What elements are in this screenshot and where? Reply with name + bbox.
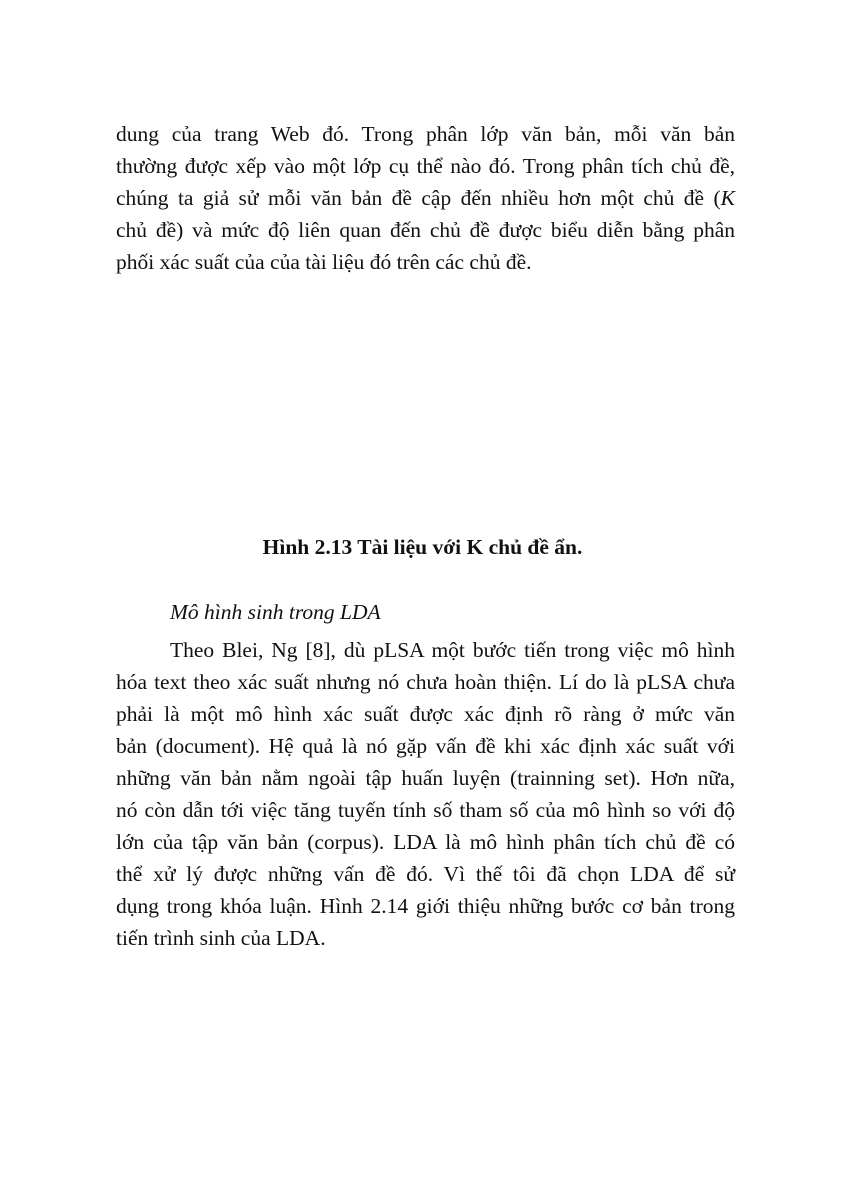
text-line: dung của trang Web đó. Trong phân lớp văn bản, mỗi văn bản <box>116 122 735 146</box>
text-line-part: chúng ta giả sử mỗi văn bản đề cập đến nhiều hơn một chủ đề ( <box>116 186 721 210</box>
text-line: phối xác suất của của tài liệu đó trên các chủ đề. <box>116 250 532 274</box>
text-line-with-k <box>116 182 735 214</box>
italic-k: K <box>720 186 735 210</box>
text-line: thường được xếp vào một lớp cụ thể nào đó. Trong phân tích chủ đề, <box>116 154 735 178</box>
section-heading: Mô hình sinh trong LDA <box>170 600 381 624</box>
text-line: lớn của tập văn bản (corpus). LDA là mô hình phân tích chủ đề có <box>116 830 735 854</box>
figure-caption: Hình 2.13 Tài liệu với K chủ đề ẩn. <box>262 535 583 559</box>
paragraph-topic-analysis <box>116 118 735 278</box>
text-line: tiến trình sinh của LDA. <box>116 926 326 950</box>
text-line: những văn bản nằm ngoài tập huấn luyện (trainning set). Hơn nữa, <box>116 766 735 790</box>
paragraph-lda <box>116 634 735 954</box>
text-line: hóa text theo xác suất nhưng nó chưa hoàn thiện. Lí do là pLSA chưa <box>116 670 735 694</box>
text-line: thể xử lý được những vấn đề đó. Vì thế tôi đã chọn LDA để sử <box>116 862 735 886</box>
text-line: phải là một mô hình xác suất được xác định rõ ràng ở mức văn <box>116 702 735 726</box>
text-line: Theo Blei, Ng [8], dù pLSA một bước tiến trong việc mô hình <box>170 638 735 662</box>
text-line: nó còn dẫn tới việc tăng tuyến tính số tham số của mô hình so với độ <box>116 798 735 822</box>
text-line: bản (document). Hệ quả là nó gặp vấn đề khi xác định xác suất với <box>116 734 735 758</box>
text-line: chủ đề) và mức độ liên quan đến chủ đề được biểu diễn bằng phân <box>116 218 735 242</box>
text-line: dụng trong khóa luận. Hình 2.14 giới thiệu những bước cơ bản trong <box>116 894 735 918</box>
